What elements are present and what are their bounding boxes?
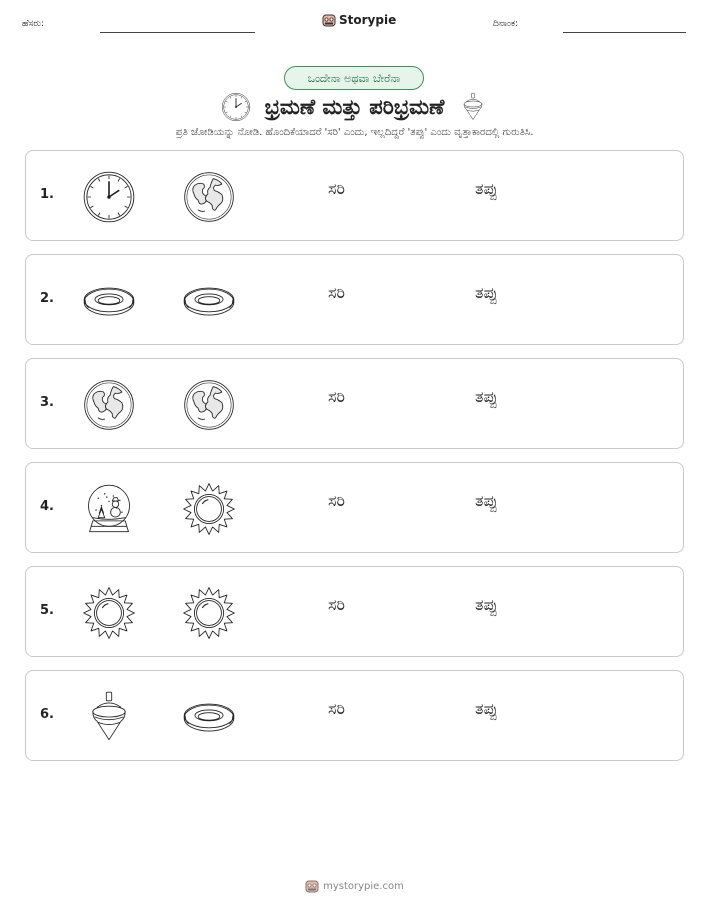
globe-icon: [82, 378, 136, 432]
footer: [0, 879, 709, 893]
question-card-1: [25, 150, 684, 241]
option-true[interactable]: ಸರಿ: [328, 699, 345, 718]
option-false[interactable]: ತಪ್ಪು: [475, 699, 498, 718]
option-false[interactable]: ತಪ್ಪು: [475, 491, 498, 510]
question-number: 4.: [40, 499, 54, 514]
option-true[interactable]: ಸರಿ: [328, 491, 345, 510]
ring-icon: [182, 690, 236, 744]
clock-icon: [82, 170, 136, 224]
footer-url: mystorypie.com: [323, 880, 404, 892]
option-false[interactable]: ತಪ್ಪು: [475, 179, 498, 198]
date-label: ದಿನಾಂಕ:: [493, 19, 519, 29]
question-card-5: [25, 566, 684, 657]
option-true[interactable]: ಸರಿ: [328, 179, 345, 198]
sun-icon: [182, 586, 236, 640]
question-card-6: [25, 670, 684, 761]
mascot-icon: [305, 879, 319, 893]
question-card-3: [25, 358, 684, 449]
question-number: 6.: [40, 707, 54, 722]
option-true[interactable]: ಸರಿ: [328, 283, 345, 302]
clock-icon: [221, 92, 251, 122]
question-number: 3.: [40, 395, 54, 410]
category-badge: ಒಂದೇನಾ ಅಥವಾ ಬೇರೆನಾ: [284, 66, 424, 90]
snow-globe-icon: [82, 482, 136, 536]
ring-icon: [82, 274, 136, 328]
brand-logo: [322, 13, 396, 27]
option-false[interactable]: ತಪ್ಪು: [475, 387, 498, 406]
page-title: ಭ್ರಮಣೆ ಮತ್ತು ಪರಿಭ್ರಮಣೆ: [264, 94, 445, 119]
mascot-icon: [322, 13, 336, 27]
brand-name: Storypie: [339, 13, 397, 27]
name-line[interactable]: [100, 32, 255, 33]
option-false[interactable]: ತಪ್ಪು: [475, 283, 498, 302]
question-number: 1.: [40, 187, 54, 202]
option-true[interactable]: ಸರಿ: [328, 595, 345, 614]
globe-icon: [182, 170, 236, 224]
option-true[interactable]: ಸರಿ: [328, 387, 345, 406]
question-number: 5.: [40, 603, 54, 618]
globe-icon: [182, 378, 236, 432]
name-label: ಹೆಸರು:: [22, 19, 45, 29]
title-row: [0, 90, 709, 124]
instructions: ಪ್ರತಿ ಜೋಡಿಯನ್ನು ನೋಡಿ. ಹೊಂದಿಕೆಯಾದರೆ 'ಸರಿ' ಎಂದು, ಇಲ್ಲದಿದ್ದರೆ 'ತಪ್ಪು' ಎಂದು ವೃತ್ತಾಕಾರದಲ್ಲಿ ಗುರುತಿಸಿ.: [175, 127, 534, 138]
option-false[interactable]: ತಪ್ಪು: [475, 595, 498, 614]
question-card-2: [25, 254, 684, 345]
spinning-top-icon: [82, 690, 136, 744]
spinning-top-icon: [458, 92, 488, 122]
question-card-4: [25, 462, 684, 553]
sun-icon: [182, 482, 236, 536]
date-line[interactable]: [563, 32, 686, 33]
question-number: 2.: [40, 291, 54, 306]
sun-icon: [82, 586, 136, 640]
ring-icon: [182, 274, 236, 328]
